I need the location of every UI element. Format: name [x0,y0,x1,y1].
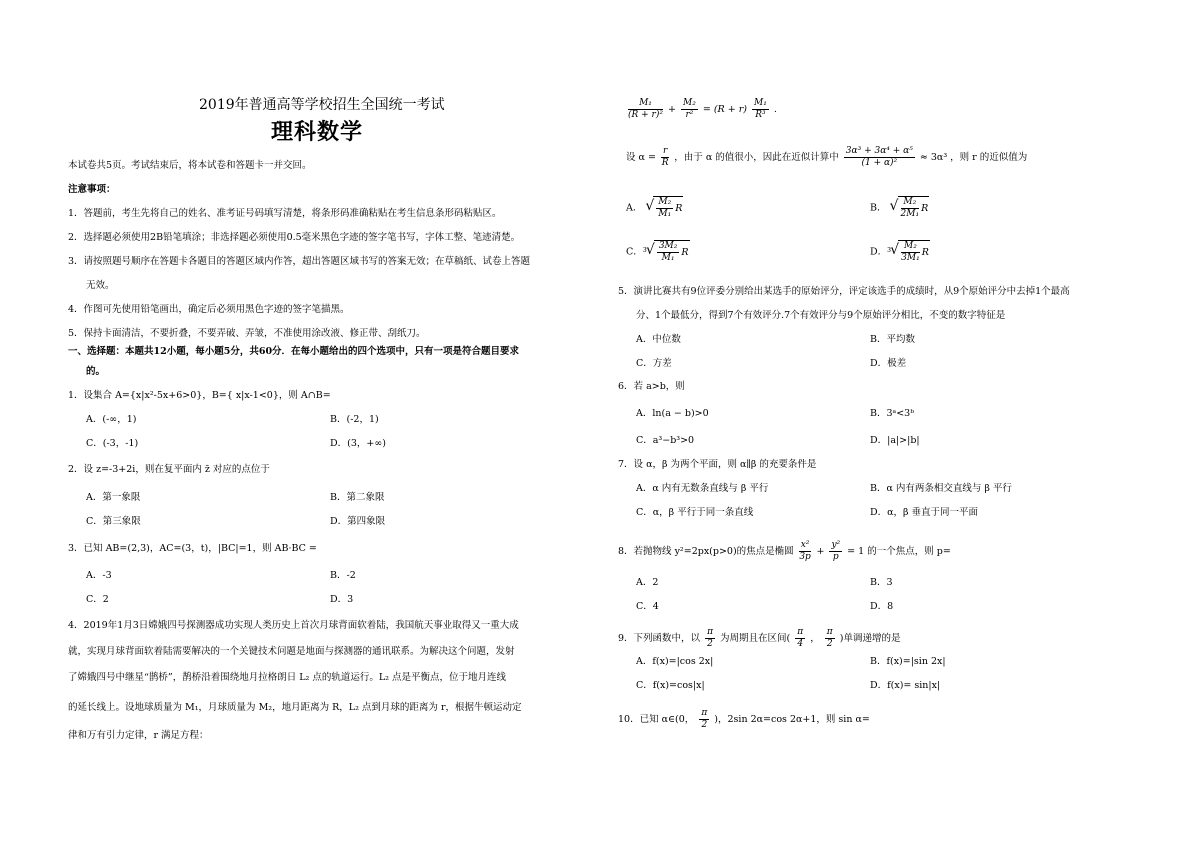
q1-option-b: B．(-2，1) [330,414,379,425]
q9-option-c: C．f(x)=cos|x| [636,680,705,691]
interval-start-fraction: $\frac{\pi}{4}$ [797,627,804,649]
q8-option-b: B．3 [870,577,893,588]
q6-option-d: D．|a|>|b| [870,435,920,446]
q1-option-a: A．(-∞，1) [86,414,137,425]
note-4: 4．作图可先使用铅笔画出，确定后必须用黑色字迹的签字笔描黑。 [68,304,350,315]
intro-text: 本试卷共5页。考试结束后，将本试卷和答题卡一并交回。 [68,160,312,171]
note-3-cont: 无效。 [86,280,115,291]
question-4-line-1: 4．2019年1月3日嫦娥四号探测器成功实现人类历史上首次月球背面软着陆，我国航天事业取得又一重大成 [68,620,519,631]
q3-option-d: D．3 [330,594,354,605]
exam-title: 2019年普通高等学校招生全国统一考试 [199,97,445,113]
q7-option-d: D．α，β 垂直于同一平面 [870,507,979,518]
q5-option-a: A．中位数 [636,334,681,345]
q3-option-c: C．2 [86,594,109,605]
note-1: 1．答题前，考生先将自己的姓名、准考证号码填写清楚，将条形码准确粘贴在考生信息条形码粘贴区。 [68,208,502,219]
eq-fraction-2: $\frac{\text{M₂}}{\text{r²}}$ [683,98,696,120]
question-2-stem: 2．设 z=-3+2i，则在复平面内 z̄ 对应的点位于 [68,464,270,475]
q9-option-d: D．f(x)= sin|x| [870,680,941,691]
interval-end-fraction: $\frac{\pi}{2}$ [826,627,833,649]
question-5-line-2: 分、1个最低分，得到7个有效评分.7个有效评分与9个原始评分相比，不变的数字特征是 [636,310,1006,321]
q5-option-d: D．极差 [870,358,907,369]
question-4-line-4: 的延长线上。设地球质量为 M₁，月球质量为 M₂，地月距离为 R，L₂ 点到月球的距离为 r，根据牛顿运动定 [68,702,522,713]
setup-fraction: $\frac{r}{R}$ [661,146,669,168]
question-9-stem: 9．下列函数中，以 $\frac{\pi}{2}$ 为周期且在区间( $\frac{\pi}{4}$ ， $\frac{\pi}{2}$ )单调递增的是 [618,627,901,649]
question-7-stem: 7．设 α，β 为两个平面，则 α∥β 的充要条件是 [618,459,817,470]
question-1-stem: 1．设集合 A={x|x²-5x+6>0}，B={ x|x-1<0}，则 A∩B= [68,390,331,401]
note-5: 5．保持卡面清洁，不要折叠，不要弄破、弄皱，不准使用涂改液、修正带、刮纸刀。 [68,328,426,339]
q2-option-c: C．第三象限 [86,516,141,527]
q2-option-d: D．第四象限 [330,516,386,527]
alpha-bound-fraction: $\frac{\pi}{2}$ [701,708,708,730]
q3-option-b: B．-2 [330,570,356,581]
q4-option-a: A． √ $\frac{\text{M₂}}{\text{M₁}}$ R [626,196,683,220]
q4-setup: 设 α = $\frac{r}{R}$ ，由于 α 的值很小，因此在近似计算中 $\frac{\text{3α³ + 3α⁴ + α⁵}}{\text{(1 + α)²}}$ ≈ 3α³ ，则 r 的近似值为 [626,146,1028,168]
q1-option-d: D．(3，+∞) [330,438,386,449]
q4-option-b: B． √ $\frac{\text{M₂}}{\text{2M₁}}$ R [870,196,929,220]
question-4-line-5: 律和万有引力定律，r 满足方程： [68,730,209,741]
q1-option-c: C．(-3，-1) [86,438,139,449]
ellipse-y-fraction: $\frac{\text{y²}}{p}$ [831,540,841,562]
period-fraction: $\frac{\pi}{2}$ [707,627,713,649]
q6-option-c: C．a³−b³>0 [636,435,695,446]
q5-option-b: B．平均数 [870,334,915,345]
q5-option-c: C．方差 [636,358,672,369]
q3-option-a: A．-3 [86,570,112,581]
question-4-line-3: 了嫦娥四号中继星“鹊桥”，鹊桥沿着围绕地月拉格朗日 L₂ 点的轨道运行。L₂ 点是平衡点，位于地月连线 [68,672,507,683]
ellipse-x-fraction: $\frac{\text{x²}}{3p}$ [799,540,811,562]
q6-option-a: A．ln(a − b)>0 [636,408,709,419]
left-column [68,0,578,849]
eq-fraction-3: $\frac{\text{M₁}}{\text{R³}}$ [754,98,767,120]
notes-heading: 注意事项： [68,184,116,195]
eq-fraction-1: $\frac{\text{M₁}}{\text{(R + r)²}}$ [628,98,663,120]
section-heading-cont: 的。 [86,366,106,377]
q7-option-a: A．α 内有无数条直线与 β 平行 [636,483,769,494]
q8-option-c: C．4 [636,601,659,612]
q7-option-b: B．α 内有两条相交直线与 β 平行 [870,483,1012,494]
q4-option-d: D． √ 3 $\frac{\text{M₂}}{\text{3M₁}}$ R [870,240,930,264]
right-column [618,0,1128,849]
question-10-stem: 10．已知 α∈(0， $\frac{\pi}{2}$ )，2sin 2α=cos 2α+1，则 sin α= [618,708,870,730]
approx-fraction: $\frac{\text{3α³ + 3α⁴ + α⁵}}{\text{(1 + α)²}}$ [845,146,913,168]
q7-option-c: C．α，β 平行于同一条直线 [636,507,754,518]
question-4-line-2: 就，实现月球背面软着陆需要解决的一个关键技术问题是地面与探测器的通讯联系。为解决这个问题，发射 [68,646,515,657]
q9-option-a: A．f(x)=|cos 2x| [636,656,714,667]
q2-option-a: A．第一象限 [86,492,141,503]
question-6-stem: 6．若 a>b，则 [618,381,685,392]
q2-option-b: B．第二象限 [330,492,385,503]
subject-title: 理科数学 [271,119,364,145]
question-3-stem: 3．已知 AB=(2,3)，AC=(3，t)，|BC|=1，则 AB·BC = [68,543,317,554]
q8-option-a: A．2 [636,577,659,588]
q8-option-d: D．8 [870,601,894,612]
q4-equation: $\frac{\text{M₁}}{\text{(R + r)²}}$ + $\frac{\text{M₂}}{\text{r²}}$ = (R + r) $\frac{\text{M₁}}{\text{R³}}$ . [628,98,777,120]
question-5-line-1: 5．演讲比赛共有9位评委分别给出某选手的原始评分，评定该选手的成绩时，从9个原始评分中去掉1个最高 [618,286,1070,297]
question-8-stem: 8．若抛物线 y²=2px(p>0)的焦点是椭圆 $\frac{\text{x²}}{3p}$ + $\frac{\text{y²}}{p}$ = 1 的一个焦点，则 p= [618,540,951,562]
note-2: 2．选择题必须使用2B铅笔填涂；非选择题必须使用0.5毫米黑色字迹的签字笔书写，字体工整、笔迹清楚。 [68,232,521,243]
q6-option-b: B．3ᵃ<3ᵇ [870,408,914,419]
q9-option-b: B．f(x)=|sin 2x| [870,656,946,667]
section-heading: 一、选择题：本题共12小题，每小题5分，共60分．在每小题给出的四个选项中，只有一项是符合题目要求 [68,346,520,357]
q4-option-c: C． √ 3 $\frac{\text{3M₂}}{\text{M₁}}$ R [626,240,690,264]
note-3: 3．请按照题号顺序在答题卡各题目的答题区域内作答，超出答题区域书写的答案无效；在草稿纸、试卷上答题 [68,256,531,267]
